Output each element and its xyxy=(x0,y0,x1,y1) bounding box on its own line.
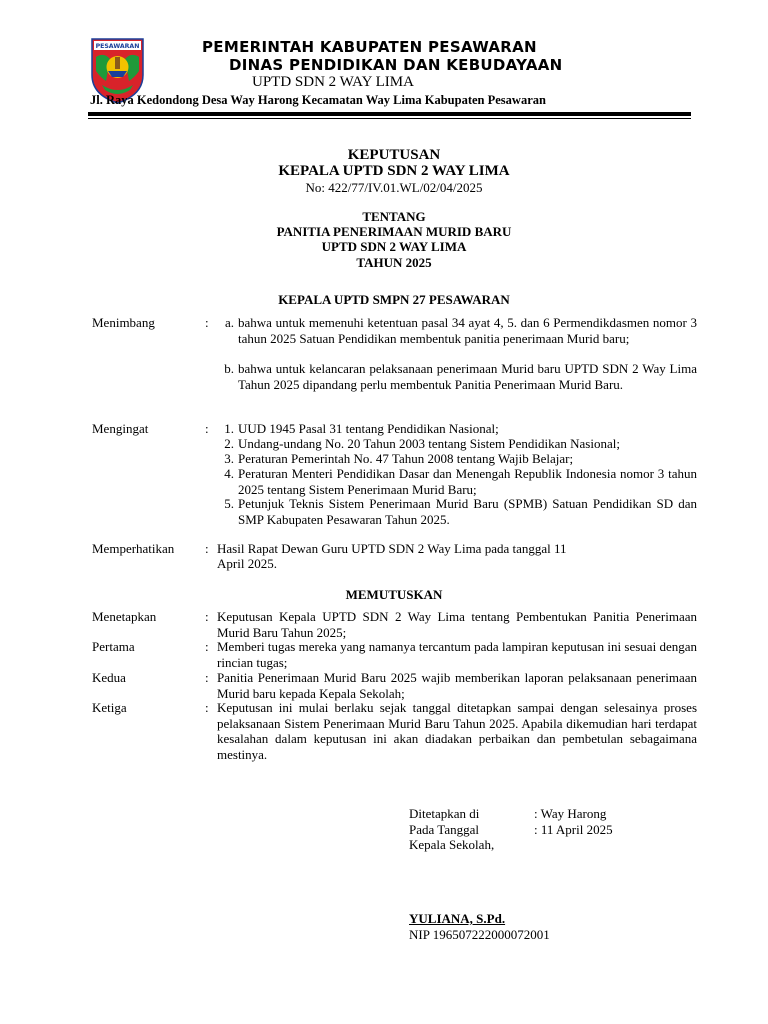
signature-nip: NIP 196507222000072001 xyxy=(409,927,550,942)
mengingat-marker-3: 3. xyxy=(224,451,234,466)
mengingat-item-4: Peraturan Menteri Pendidikan Dasar dan Menengah Republik Indonesia nomor 3 tahun 2025 tentang Sistem Penerimaan Murid Baru; xyxy=(238,466,697,497)
letterhead-divider-thick xyxy=(88,112,691,116)
menimbang-marker-b: b. xyxy=(224,361,234,376)
decision-label-ketiga: Ketiga xyxy=(92,700,127,715)
decision-text-ketiga: Keputusan ini mulai berlaku sejak tanggal ditetapkan sampai dengan selesainya proses pelaksanaan Sistem Penerimaan Murid Baru Tahun 2025. Apabila dikemudian hari terdapat kesalahan dalam keputusan ini akan diadakan perbaikan dan pembetulan sebagaimana mestinya. xyxy=(217,700,697,762)
memperhatikan-line-2: April 2025. xyxy=(217,556,277,571)
subject-heading: TENTANG xyxy=(362,209,426,224)
letterhead-school: UPTD SDN 2 WAY LIMA xyxy=(252,74,414,90)
mengingat-marker-4: 4. xyxy=(224,466,234,481)
letterhead-government: PEMERINTAH KABUPATEN PESAWARAN xyxy=(202,38,537,56)
menimbang-colon: : xyxy=(205,315,209,330)
menimbang-marker-a: a. xyxy=(224,315,234,330)
letterhead-department: DINAS PENDIDIKAN DAN KEBUDAYAAN xyxy=(229,56,563,74)
decision-label-kedua: Kedua xyxy=(92,670,126,685)
decision-text-menetapkan: Keputusan Kepala UPTD SDN 2 Way Lima tentang Pembentukan Panitia Penerimaan Murid Baru Tahun 2025; xyxy=(217,609,697,640)
mengingat-label: Mengingat xyxy=(92,421,149,436)
logo-text: PESAWARAN xyxy=(95,43,140,50)
subject-line-3: TAHUN 2025 xyxy=(356,255,432,270)
memperhatikan-label: Memperhatikan xyxy=(92,541,175,556)
letterhead-divider-thin xyxy=(88,118,691,119)
decision-text-kedua: Panitia Penerimaan Murid Baru 2025 wajib memberikan laporan pelaksanaan penerimaan Murid baru kepada Kepala Sekolah; xyxy=(217,670,697,701)
mengingat-item-5: Petunjuk Teknis Sistem Penerimaan Murid Baru (SPMB) Satuan Pendidikan SD dan SMP Kabupaten Pesawaran Tahun 2025. xyxy=(238,496,697,527)
memperhatikan-line-1: Hasil Rapat Dewan Guru UPTD SDN 2 Way Lima pada tanggal 11 xyxy=(217,541,567,556)
doc-title: KEPUTUSAN xyxy=(347,147,441,163)
decision-colon: : xyxy=(205,700,209,715)
mengingat-marker-5: 5. xyxy=(224,496,234,511)
signature-date-value: : 11 April 2025 xyxy=(534,822,613,837)
menimbang-item-a: bahwa untuk memenuhi ketentuan pasal 34 ayat 4, 5. dan 6 Permendikdasmen nomor 3 tahun 2025 Satuan Pendidikan membentuk panitia penerimaan Murid baru; xyxy=(238,315,697,346)
menimbang-item-b: bahwa untuk kelancaran pelaksanaan penerimaan Murid baru UPTD SDN 2 Way Lima Tahun 2025 dipandang perlu membentuk Panitia Penerimaan Murid Baru. xyxy=(238,361,697,392)
mengingat-colon: : xyxy=(205,421,209,436)
signature-place-label: Ditetapkan di xyxy=(409,806,480,821)
menimbang-label: Menimbang xyxy=(92,315,155,330)
doc-number: No: 422/77/IV.01.WL/02/04/2025 xyxy=(305,180,483,195)
mengingat-marker-1: 1. xyxy=(224,421,234,436)
subject-line-2: UPTD SDN 2 WAY LIMA xyxy=(321,239,467,254)
doc-title-issuer: KEPALA UPTD SDN 2 WAY LIMA xyxy=(278,163,510,179)
decision-label-pertama: Pertama xyxy=(92,639,135,654)
signature-date-label: Pada Tanggal xyxy=(409,822,479,837)
mengingat-marker-2: 2. xyxy=(224,436,234,451)
signature-position: Kepala Sekolah, xyxy=(409,837,495,852)
subject-line-1: PANITIA PENERIMAAN MURID BARU xyxy=(276,224,512,239)
signature-place-value: : Way Harong xyxy=(534,806,607,821)
mengingat-item-3: Peraturan Pemerintah No. 47 Tahun 2008 tentang Wajib Belajar; xyxy=(238,451,574,466)
issuer-heading: KEPALA UPTD SMPN 27 PESAWARAN xyxy=(278,292,510,307)
memperhatikan-colon: : xyxy=(205,541,209,556)
memutuskan-heading: MEMUTUSKAN xyxy=(345,587,443,602)
decision-text-pertama: Memberi tugas mereka yang namanya tercantum pada lampiran keputusan ini sesuai dengan rincian tugas; xyxy=(217,639,697,670)
signature-name: YULIANA, S.Pd. xyxy=(409,911,506,926)
decision-colon: : xyxy=(205,609,209,624)
decision-colon: : xyxy=(205,670,209,685)
letterhead-address: Jl. Raya Kedondong Desa Way Harong Kecamatan Way Lima Kabupaten Pesawaran xyxy=(90,93,546,107)
mengingat-item-1: UUD 1945 Pasal 31 tentang Pendidikan Nasional; xyxy=(238,421,499,436)
decision-colon: : xyxy=(205,639,209,654)
mengingat-item-2: Undang-undang No. 20 Tahun 2003 tentang Sistem Pendidikan Nasional; xyxy=(238,436,620,451)
decision-label-menetapkan: Menetapkan xyxy=(92,609,157,624)
